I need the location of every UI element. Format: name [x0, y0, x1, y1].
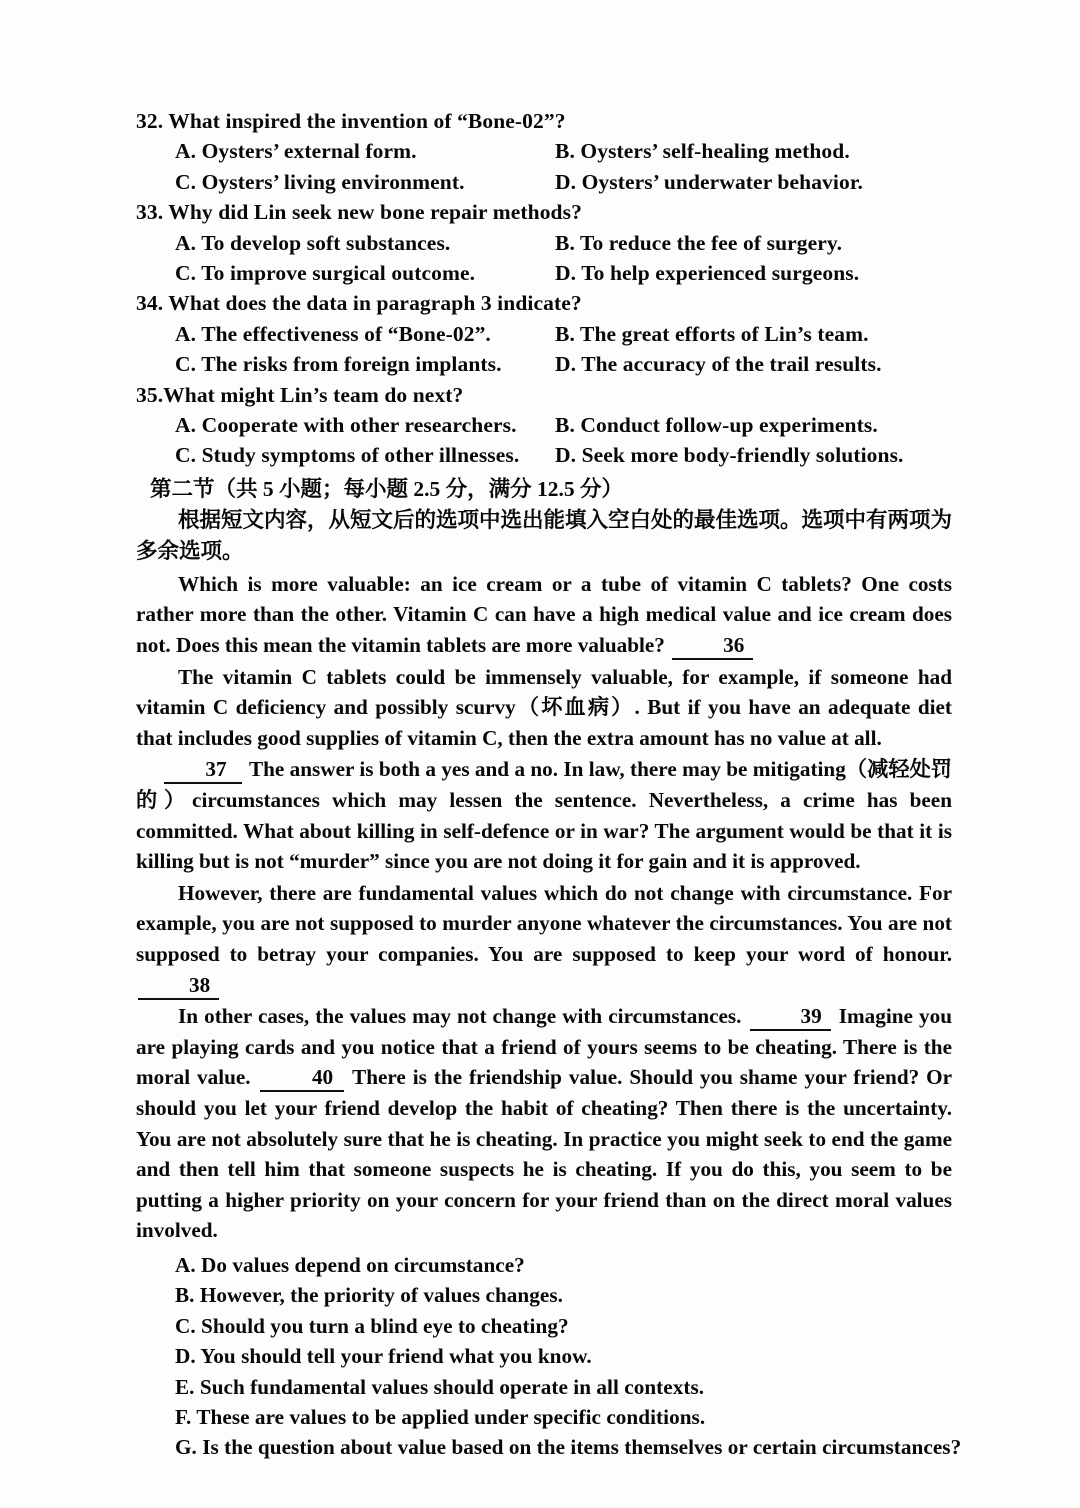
passage-paragraph-2: The vitamin C tablets could be immensely valuable, for example, if someone had vitamin C deficiency and possibly scurvy（坏血病）. But if you have an adequate diet that includes good supplies of vitamin C, then the extra amount has no value at all.: [136, 664, 952, 750]
choice-option-e[interactable]: E. Such fundamental values should operate in all contexts.: [175, 1374, 705, 1399]
question-32-option-c[interactable]: C. Oysters’ living environment.: [175, 169, 465, 194]
paragraph-4-text-part1: However, there are fundamental values which do not change with circumstance. For example, you are not supposed to murder anyone whatever the circumstances. You are not supposed to betray your companies. You are supposed to keep your word of honour.: [136, 880, 952, 966]
blank-40[interactable]: 40: [260, 1065, 344, 1092]
choice-option-b[interactable]: B. However, the priority of values changes.: [175, 1283, 564, 1308]
passage-paragraph-4: [136, 877, 952, 1000]
question-33-option-d[interactable]: D. To help experienced surgeons.: [555, 261, 860, 286]
question-32-stem: 32. What inspired the invention of “Bone-02”?: [136, 109, 566, 133]
question-34-option-b[interactable]: B. The great efforts of Lin’s team.: [555, 321, 869, 346]
paragraph-3-text-part2: The answer is both a yes and a no. In law, there may be mitigating（减轻处罚的）circumstances which may lessen the sentence. Nevertheless, a crime has been committed. What about killing in self-defence or in war? The argument would be that it is killing but is not “murder” since you are not doing it for gain and it is approved.: [136, 757, 952, 874]
choice-option-d[interactable]: D. You should tell your friend what you know.: [175, 1344, 592, 1369]
question-34-stem: 34. What does the data in paragraph 3 indicate?: [136, 291, 582, 316]
question-33-options-row-2: [136, 258, 952, 288]
paragraph-5-text-part1: In other cases, the values may not change with circumstances.: [178, 1004, 748, 1029]
question-33-option-a[interactable]: A. To develop soft substances.: [175, 230, 451, 255]
question-35-stem: 35.What might Lin’s team do next?: [136, 382, 464, 407]
paragraph-1-text-part1: Which is more valuable: an ice cream or a tube of vitamin C tablets? One costs rather more than the other. Vitamin C can have a high medical value and ice cream does not. Does this mean the vitamin tablets are more valuable?: [136, 571, 952, 658]
blank-39[interactable]: 39: [750, 1004, 831, 1031]
passage-paragraph-3: [136, 753, 952, 876]
blank-38[interactable]: 38: [138, 973, 219, 1000]
question-34-option-c[interactable]: C. The risks from foreign implants.: [175, 352, 502, 377]
question-33: [136, 197, 952, 288]
question-34-option-d[interactable]: D. The accuracy of the trail results.: [555, 352, 882, 377]
question-33-options-row-1: [136, 228, 952, 258]
paragraph-5-text-part2: Imagine you are playing cards and you notice that a friend of yours seems to be cheating. There is the moral value.: [136, 1004, 952, 1090]
question-32-option-b[interactable]: B. Oysters’ self-healing method.: [555, 139, 850, 164]
page-content: [136, 106, 962, 1463]
choice-option-g[interactable]: G. Is the question about value based on the items themselves or certain circumstances?: [175, 1435, 962, 1460]
question-34-option-a[interactable]: A. The effectiveness of “Bone-02”.: [175, 321, 491, 346]
question-34-options-row-1: [136, 319, 952, 349]
question-35-options-row-1: [136, 410, 952, 440]
blank-37[interactable]: 37: [164, 757, 242, 784]
section-two-directions: 根据短文内容，从短文后的选项中选出能填入空白处的最佳选项。选项中有两项为多余选项。: [136, 507, 953, 564]
question-33-stem: 33. Why did Lin seek new bone repair methods?: [136, 200, 582, 225]
choice-option-a[interactable]: A. Do values depend on circumstance?: [175, 1252, 525, 1277]
choice-option-c[interactable]: C. Should you turn a blind eye to cheating?: [175, 1313, 569, 1338]
question-32-options-row-1: [136, 136, 952, 166]
question-35-option-c[interactable]: C. Study symptoms of other illnesses.: [175, 443, 520, 468]
paragraph-5-text-part3: There is the friendship value. Should you shame your friend? Or should you let your friend develop the habit of cheating? Then there is the uncertainty. You are not absolutely sure that he is cheating. In practice you might seek to end the game and then tell him that someone suspects he is cheating. If you do this, you seem to be putting a higher priority on your concern for your friend than on the direct moral values involved.: [136, 1065, 953, 1243]
passage-paragraph-1: [136, 568, 952, 661]
question-35-option-a[interactable]: A. Cooperate with other researchers.: [175, 413, 517, 438]
choice-option-f[interactable]: F. These are values to be applied under specific conditions.: [175, 1404, 706, 1429]
question-32-option-d[interactable]: D. Oysters’ underwater behavior.: [555, 169, 863, 194]
question-32-option-a[interactable]: A. Oysters’ external form.: [175, 139, 417, 164]
question-34: [136, 288, 952, 379]
question-35: [136, 380, 952, 471]
question-34-options-row-2: [136, 349, 952, 379]
blank-36[interactable]: 36: [672, 633, 753, 660]
question-33-option-c[interactable]: C. To improve surgical outcome.: [175, 261, 476, 286]
question-33-option-b[interactable]: B. To reduce the fee of surgery.: [555, 230, 843, 255]
question-32-options-row-2: [136, 167, 952, 197]
section-two-heading: 第二节（共 5 小题；每小题 2.5 分，满分 12.5 分）: [150, 476, 624, 501]
question-35-option-b[interactable]: B. Conduct follow-up experiments.: [555, 413, 878, 438]
question-35-options-row-2: [136, 440, 952, 470]
question-35-option-d[interactable]: D. Seek more body-friendly solutions.: [555, 443, 904, 468]
passage-paragraph-5: [136, 1000, 952, 1246]
choice-bank: [136, 1250, 962, 1463]
question-32: [136, 106, 952, 197]
